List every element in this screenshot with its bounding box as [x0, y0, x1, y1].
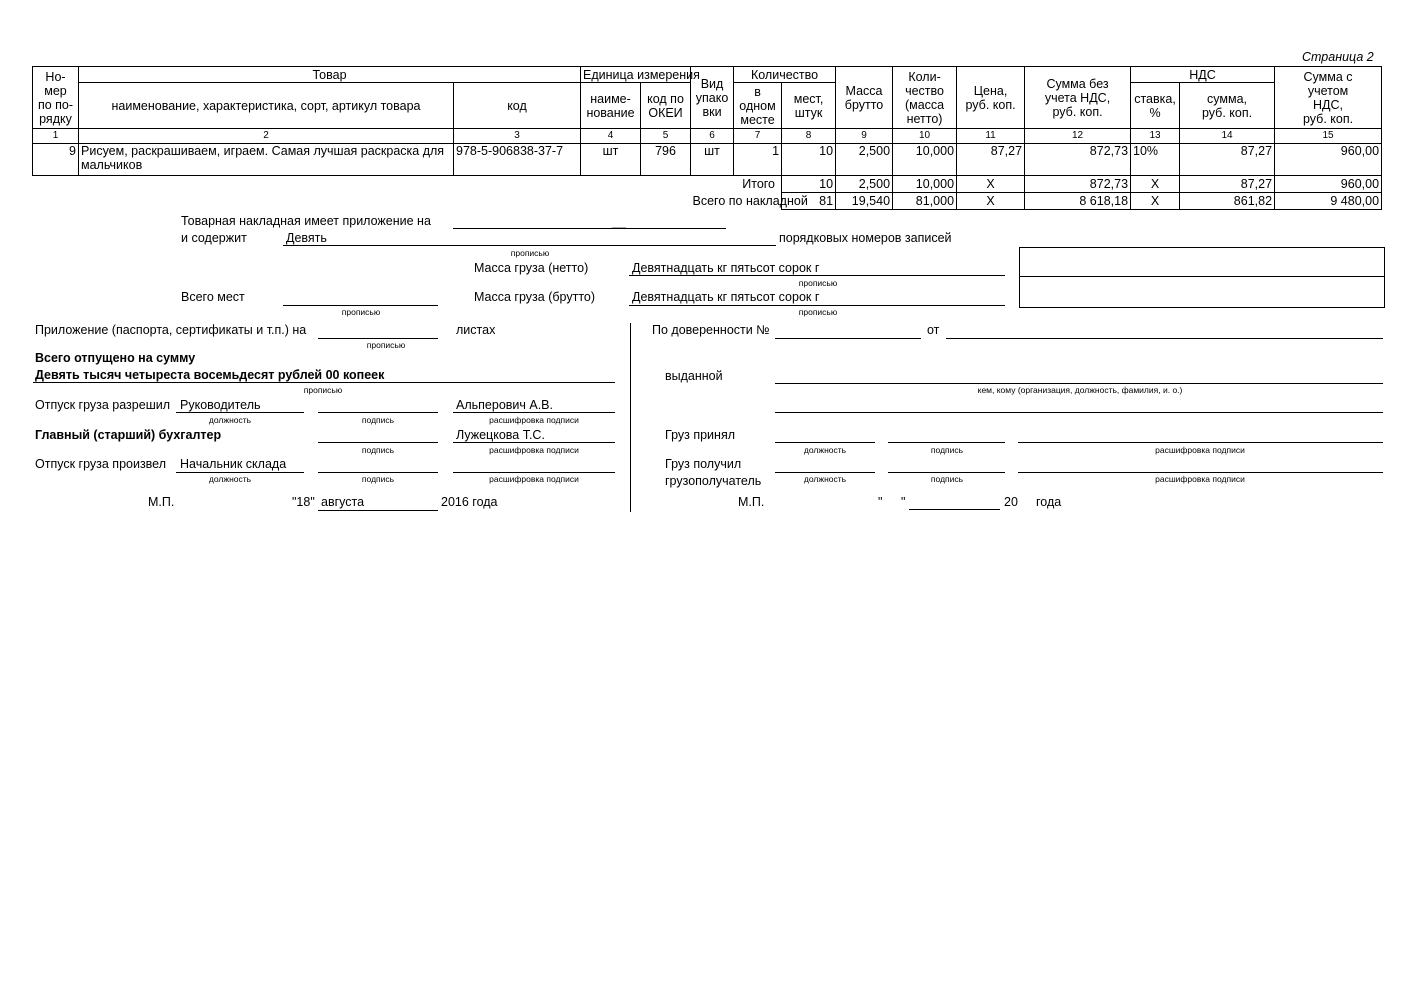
release-allowed-label: Отпуск груза разрешил	[35, 398, 170, 412]
attachment-line	[453, 228, 726, 229]
header-unit-okei: код по ОКЕИ	[641, 83, 691, 129]
cargo-accepted-label: Груз принял	[665, 428, 736, 442]
decoding-line	[1018, 472, 1383, 473]
header-goods: Товар	[79, 67, 581, 83]
chief-accountant-label: Главный (старший) бухгалтер	[35, 428, 222, 442]
mass-gross-value: Девятнадцать кг пятьсот сорок г	[632, 290, 820, 304]
decoding-line	[453, 442, 615, 443]
signature-caption: подпись	[930, 445, 964, 455]
row-unit-name: шт	[581, 144, 641, 176]
mass-net-line	[629, 275, 1005, 276]
header-goods-name: наименование, характеристика, сорт, артикул товара	[79, 83, 454, 129]
row-mass-gross: 2,500	[836, 144, 893, 176]
col-number: 2	[79, 129, 454, 144]
col-number: 10	[893, 129, 957, 144]
decoding-line	[453, 412, 615, 413]
attachment-label: Товарная накладная имеет приложение на	[181, 214, 431, 228]
row-vat-rate: 10%	[1131, 144, 1180, 176]
signature-line	[318, 442, 438, 443]
position-caption: должность	[208, 474, 252, 484]
col-number: 9	[836, 129, 893, 144]
released-sum-line	[33, 382, 615, 383]
row-in-place: 1	[734, 144, 782, 176]
total-places: 81	[782, 193, 836, 210]
row-sum-with-vat: 960,00	[1275, 144, 1382, 176]
col-number: 5	[641, 129, 691, 144]
decoding-line	[1018, 442, 1383, 443]
mp-right: М.П.	[738, 495, 765, 509]
row-sum-no-vat: 872,73	[1025, 144, 1131, 176]
release-made-label: Отпуск груза произвел	[35, 457, 167, 471]
col-number: 14	[1180, 129, 1275, 144]
date-year: 2016 года	[441, 495, 498, 509]
itogo-sum-no-vat: 872,73	[1025, 176, 1131, 193]
col-number: 4	[581, 129, 641, 144]
issued-line	[775, 383, 1383, 384]
header-goods-code: код	[454, 83, 581, 129]
total-label: Всего по накладной	[692, 194, 808, 208]
position-line	[176, 472, 304, 473]
release-allowed-name: Альперович А.В.	[456, 398, 553, 412]
chief-accountant-name: Лужецкова Т.С.	[456, 428, 545, 442]
position-line	[775, 472, 875, 473]
header-qty-net: Коли- чество (масса нетто)	[893, 67, 957, 129]
right-date-line	[909, 509, 1000, 510]
release-made-position: Начальник склада	[180, 457, 287, 471]
page-label: Страница 2	[1302, 50, 1374, 64]
signature-caption: подпись	[361, 445, 395, 455]
appendix-line	[318, 338, 438, 339]
mass-net-label: Масса груза (нетто)	[474, 261, 589, 275]
col-number: 11	[957, 129, 1025, 144]
itogo-price: X	[957, 176, 1025, 193]
itogo-vat-sum: 87,27	[1180, 176, 1275, 193]
right-year-prefix: 20	[1004, 495, 1018, 509]
propisyu-caption: прописью	[798, 307, 838, 317]
date-day: "18"	[292, 495, 315, 509]
position-line	[176, 412, 304, 413]
header-vat-rate: ставка, %	[1131, 83, 1180, 129]
row-qty-net: 10,000	[893, 144, 957, 176]
released-sum-value: Девять тысяч четыреста восемьдесят рублей 00 копеек	[35, 368, 385, 382]
table-row	[33, 144, 1382, 176]
signature-caption: подпись	[361, 415, 395, 425]
right-quote-open: "	[878, 495, 883, 509]
stamp-box	[1019, 247, 1385, 308]
col-number: 8	[782, 129, 836, 144]
header-unit-name: наиме- нование	[581, 83, 641, 129]
right-quote-close: "	[901, 495, 906, 509]
issued-caption: кем, кому (организация, должность, фамилия, и. о.)	[977, 385, 1183, 395]
sheets-label: листах	[456, 323, 496, 337]
col-number: 12	[1025, 129, 1131, 144]
col-number: 1	[33, 129, 79, 144]
decoding-caption: расшифровка подписи	[489, 445, 579, 455]
row-unit-okei: 796	[641, 144, 691, 176]
contains-line	[283, 245, 776, 246]
header-num: Но- мер по по- рядку	[33, 67, 79, 129]
from-label: от	[927, 323, 940, 337]
right-year-suffix: года	[1036, 495, 1062, 509]
signature-caption: подпись	[930, 474, 964, 484]
contains-value: Девять	[286, 231, 327, 245]
signature-line	[888, 472, 1005, 473]
header-unit: Единица измерения	[581, 67, 691, 83]
attachment-dash: __	[612, 215, 626, 229]
propisyu-caption: прописью	[510, 248, 550, 258]
total-sum-no-vat: 8 618,18	[1025, 193, 1131, 210]
header-mass-gross: Масса брутто	[836, 67, 893, 129]
row-code: 978-5-906838-37-7	[454, 144, 581, 176]
header-vat: НДС	[1131, 67, 1275, 83]
contains-label: и содержит	[181, 231, 247, 245]
col-number: 7	[734, 129, 782, 144]
itogo-qty-net: 10,000	[893, 176, 957, 193]
mass-gross-label: Масса груза (брутто)	[474, 290, 596, 304]
mp-left: М.П.	[148, 495, 175, 509]
propisyu-caption: прописью	[341, 307, 381, 317]
issued-line-2	[775, 412, 1383, 413]
date-month: августа	[321, 495, 365, 509]
row-pack: шт	[691, 144, 734, 176]
appendix-label: Приложение (паспорта, сертификаты и т.п.) на	[35, 323, 307, 337]
total-mass-gross: 19,540	[836, 193, 893, 210]
total-sum-with-vat: 9 480,00	[1275, 193, 1382, 210]
itogo-vat-rate: X	[1131, 176, 1180, 193]
decoding-caption: расшифровка подписи	[489, 474, 579, 484]
total-price: X	[957, 193, 1025, 210]
header-pack: Вид упако вки	[691, 67, 734, 129]
header-sum-with-vat: Сумма с учетом НДС, руб. коп.	[1275, 67, 1382, 129]
cargo-received-label: Груз получил	[665, 457, 742, 471]
col-number: 15	[1275, 129, 1382, 144]
stamp-box-divider	[1019, 276, 1384, 277]
records-label: порядковых номеров записей	[779, 231, 952, 245]
decoding-caption: расшифровка подписи	[489, 415, 579, 425]
places-label: Всего мест	[181, 290, 245, 304]
position-caption: должность	[803, 474, 847, 484]
signature-line	[318, 412, 438, 413]
header-price: Цена, руб. коп.	[957, 67, 1025, 129]
itogo-sum-with-vat: 960,00	[1275, 176, 1382, 193]
places-line	[283, 305, 438, 306]
row-vat-sum: 87,27	[1180, 144, 1275, 176]
col-number: 13	[1131, 129, 1180, 144]
issued-label: выданной	[665, 369, 723, 383]
row-places: 10	[782, 144, 836, 176]
decoding-line	[453, 472, 615, 473]
mass-net-value: Девятнадцать кг пятьсот сорок г	[632, 261, 820, 275]
proxy-date-line	[946, 338, 1383, 339]
header-vat-sum: сумма, руб. коп.	[1180, 83, 1275, 129]
itogo-mass-gross: 2,500	[836, 176, 893, 193]
col-number: 3	[454, 129, 581, 144]
itogo-places: 10	[782, 176, 836, 193]
propisyu-caption: прописью	[366, 340, 406, 350]
signature-line	[888, 442, 1005, 443]
position-caption: должность	[208, 415, 252, 425]
vertical-divider	[630, 323, 631, 512]
itogo-label: Итого	[734, 176, 782, 193]
total-row	[33, 193, 1382, 210]
decoding-caption: расшифровка подписи	[1155, 474, 1245, 484]
row-num: 9	[33, 144, 79, 176]
total-vat-sum: 861,82	[1180, 193, 1275, 210]
proxy-label: По доверенности №	[652, 323, 770, 337]
release-allowed-position: Руководитель	[180, 398, 261, 412]
position-line	[775, 442, 875, 443]
consignee-label: грузополучатель	[665, 474, 762, 488]
total-vat-rate: X	[1131, 193, 1180, 210]
signature-caption: подпись	[361, 474, 395, 484]
propisyu-caption: прописью	[798, 278, 838, 288]
header-qty: Количество	[734, 67, 836, 83]
proxy-number-line	[775, 338, 921, 339]
total-qty-net: 81,000	[893, 193, 957, 210]
released-sum-label: Всего отпущено на сумму	[35, 351, 196, 365]
header-qty-places: мест, штук	[782, 83, 836, 129]
itogo-row	[33, 176, 1382, 193]
date-month-line	[318, 510, 438, 511]
decoding-caption: расшифровка подписи	[1155, 445, 1245, 455]
header-qty-in-place: в одном месте	[734, 83, 782, 129]
row-name: Рисуем, раскрашиваем, играем. Самая лучшая раскраска для мальчиков	[79, 144, 454, 176]
signature-line	[318, 472, 438, 473]
goods-table	[32, 66, 1382, 210]
mass-gross-line	[629, 305, 1005, 306]
propisyu-caption: прописью	[303, 385, 343, 395]
position-caption: должность	[803, 445, 847, 455]
row-price: 87,27	[957, 144, 1025, 176]
header-sum-no-vat: Сумма без учета НДС, руб. коп.	[1025, 67, 1131, 129]
col-number: 6	[691, 129, 734, 144]
